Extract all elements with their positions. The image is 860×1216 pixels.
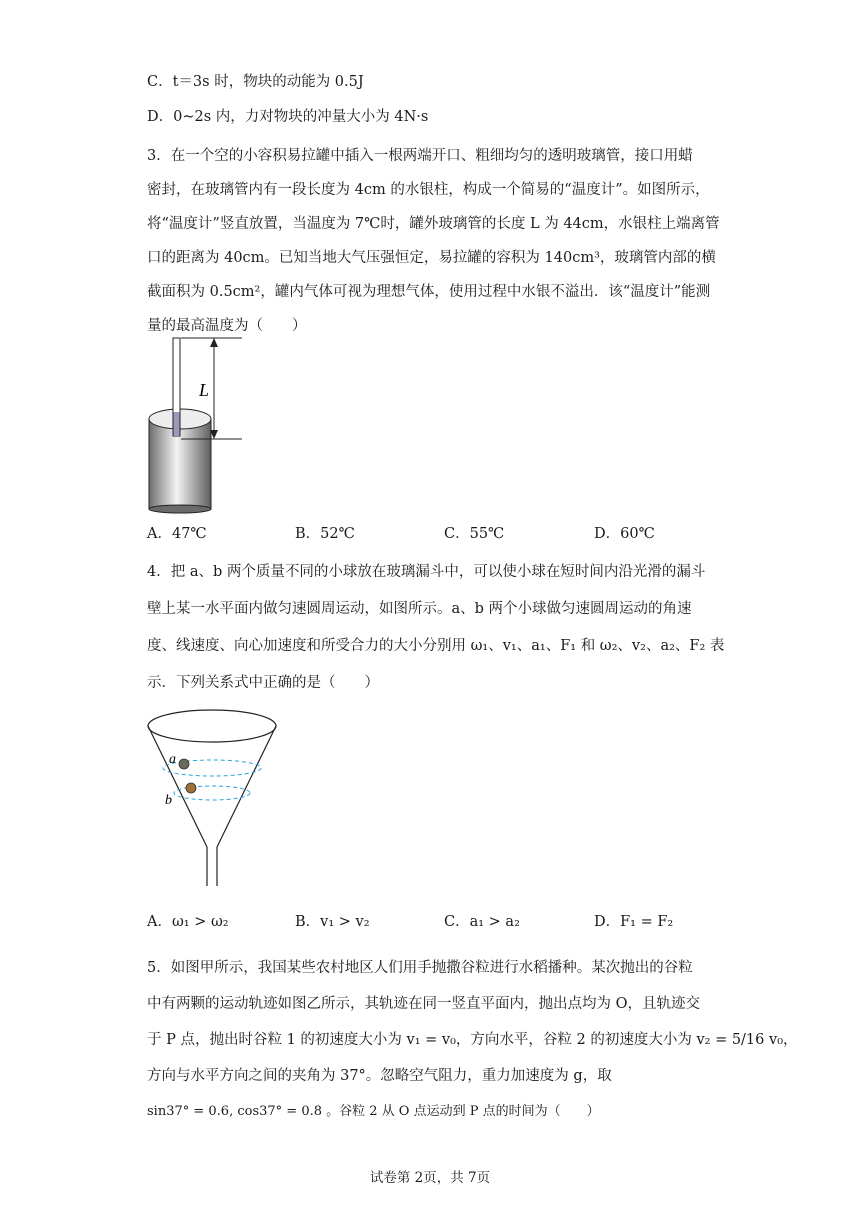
- q5-line: 5．如图甲所示，我国某些农村地区人们用手抛撒谷粒进行水稻播种。某次抛出的谷粒: [147, 960, 693, 976]
- q4-line: 壁上某一水平面内做匀速圆周运动，如图所示。a、b 两个小球做匀速圆周运动的角速: [147, 601, 692, 617]
- q3-thermometer-figure: [146, 334, 266, 514]
- q3-stem: [147, 139, 720, 343]
- q3-option-b: B．52℃: [295, 526, 355, 542]
- q3-option-d: D．60℃: [594, 526, 655, 542]
- ball-a: [179, 759, 189, 769]
- page-footer: 试卷第 2页，共 7页: [369, 1170, 491, 1186]
- q5-stem: [147, 950, 798, 1130]
- label-b: b: [165, 793, 172, 808]
- q5-line: 方向与水平方向之间的夹角为 37°。忽略空气阻力，重力加速度为 g，取: [147, 1068, 612, 1084]
- q5-line: sin37° = 0.6, cos37° = 0.8 。谷粒 2 从 O 点运动到 P 点的时间为（ ）: [147, 1104, 600, 1119]
- q4-option-a: A．ω₁ > ω₂: [147, 914, 229, 930]
- q4-option-d: D．F₁ = F₂: [594, 914, 674, 930]
- q4-line: 4．把 a、b 两个质量不同的小球放在玻璃漏斗中，可以使小球在短时间内沿光滑的漏斗: [147, 564, 706, 580]
- q3-option-c: C．55℃: [444, 526, 505, 542]
- length-label: L: [199, 380, 210, 400]
- q4-funnel-figure: [144, 704, 294, 889]
- q3-line: 密封，在玻璃管内有一段长度为 4cm 的水银柱，构成一个简易的“温度计”。如图所示，: [147, 182, 710, 198]
- q2-option-c: C．t＝3s 时，物块的动能为 0.5J: [147, 74, 364, 90]
- q3-option-a: A．47℃: [147, 526, 207, 542]
- funnel-rim: [148, 710, 276, 742]
- q3-line: 量的最高温度为（ ）: [147, 318, 307, 334]
- q3-line: 将“温度计”竖直放置，当温度为 7℃时，罐外玻璃管的长度 L 为 44cm，水银柱上端离管: [147, 216, 720, 232]
- q4-stem: [147, 554, 725, 702]
- q4-line: 度、线速度、向心加速度和所受合力的大小分别用 ω₁、v₁、a₁、F₁ 和 ω₂、v₂、a₂、F₂ 表: [147, 638, 725, 654]
- ball-b: [186, 783, 196, 793]
- q3-line: 口的距离为 40cm。已知当地大气压强恒定，易拉罐的容积为 140cm³，玻璃管内部的横: [147, 250, 716, 266]
- label-a: a: [169, 752, 176, 767]
- q4-option-b: B．v₁ > v₂: [295, 914, 370, 930]
- can-bottom: [149, 505, 211, 513]
- q4-option-c: C．a₁ > a₂: [444, 914, 520, 930]
- q3-line: 3．在一个空的小容积易拉罐中插入一根两端开口、粗细均匀的透明玻璃管，接口用蜡: [147, 148, 693, 164]
- q2-option-d: D．0~2s 内，力对物块的冲量大小为 4N·s: [147, 109, 429, 125]
- mercury-column: [174, 412, 180, 436]
- q4-line: 示．下列关系式中正确的是（ ）: [147, 675, 379, 691]
- q5-line: 于 P 点，抛出时谷粒 1 的初速度大小为 v₁ = v₀，方向水平，谷粒 2 的初速度大小为 v₂ = 5/16 v₀，: [147, 1032, 798, 1048]
- orbit-b: [174, 786, 250, 800]
- q5-line: 中有两颗的运动轨迹如图乙所示，其轨迹在同一竖直平面内，抛出点均为 O，且轨迹交: [147, 996, 700, 1012]
- orbit-a: [163, 760, 261, 776]
- q3-line: 截面积为 0.5cm²，罐内气体可视为理想气体，使用过程中水银不溢出．该“温度计”能测: [147, 284, 711, 300]
